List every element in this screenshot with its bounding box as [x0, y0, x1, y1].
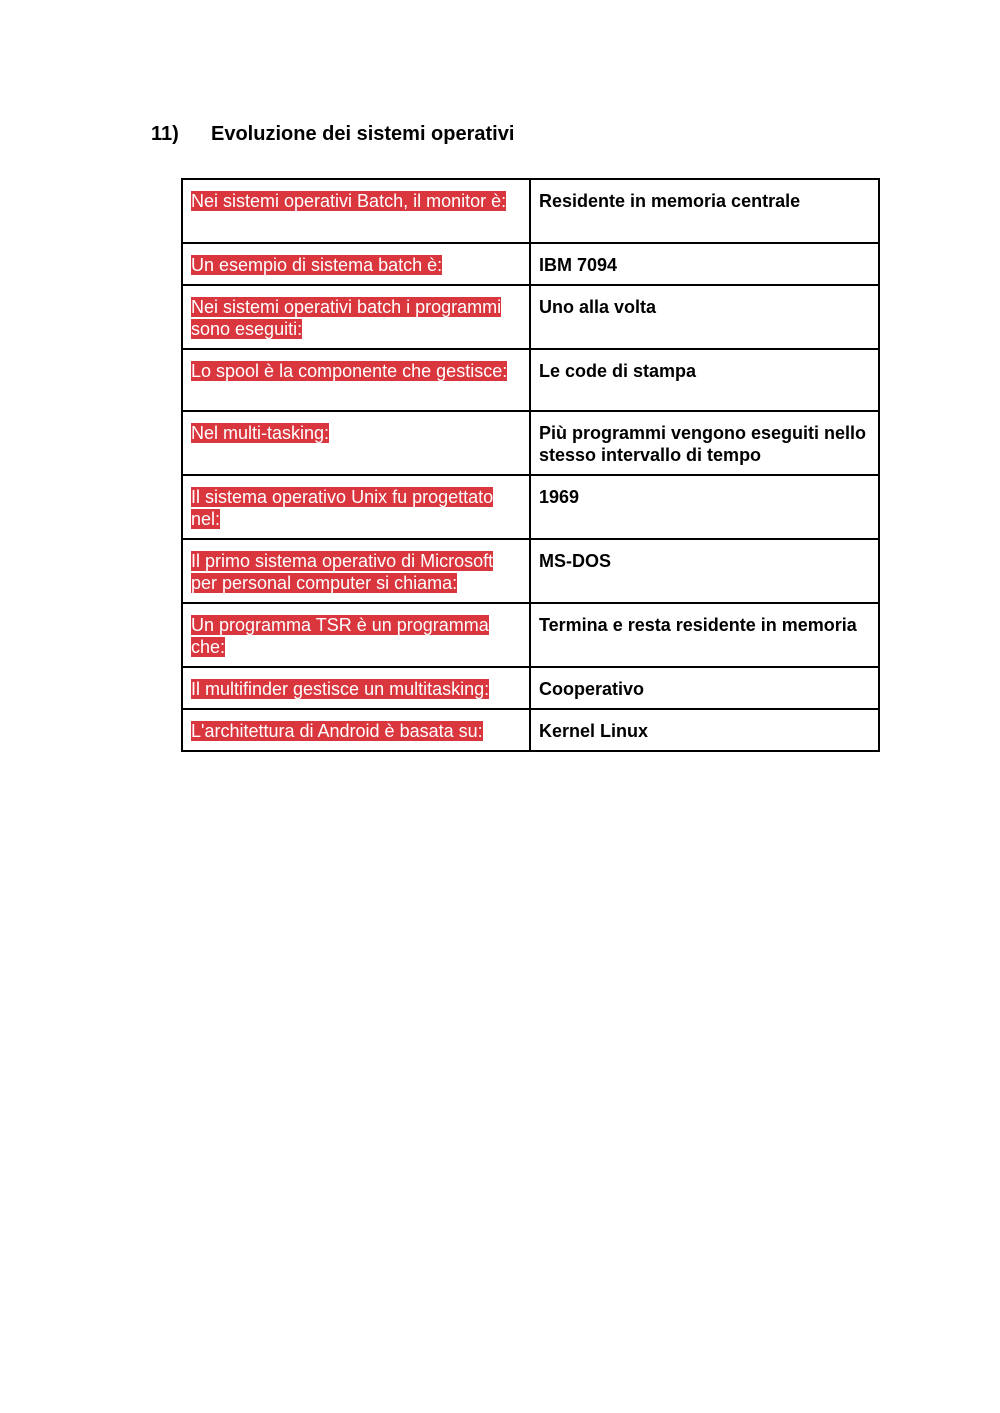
question-text: Un esempio di sistema batch è:: [191, 255, 443, 275]
answer-cell: [530, 603, 879, 667]
answer-text: Uno alla volta: [539, 297, 657, 317]
question-text: Il multifinder gestisce un multitasking:: [191, 679, 490, 699]
table-row: [182, 285, 879, 349]
answer-cell: [530, 349, 879, 411]
answer-cell: [530, 179, 879, 243]
table-row: [182, 243, 879, 285]
answer-text: Residente in memoria centrale: [539, 191, 801, 211]
qa-table: [181, 178, 880, 752]
table-row: [182, 603, 879, 667]
table-row: [182, 475, 879, 539]
table-row: [182, 349, 879, 411]
question-cell: [182, 667, 530, 709]
question-cell: [182, 285, 530, 349]
table-row: [182, 539, 879, 603]
question-text: Nei sistemi operativi batch i programmi sono eseguiti:: [191, 297, 502, 339]
answer-text: Termina e resta residente in memoria: [539, 615, 857, 635]
question-text: Un programma TSR è un programma che:: [191, 615, 489, 657]
answer-cell: [530, 243, 879, 285]
answer-text: Le code di stampa: [539, 361, 697, 381]
section-heading: [151, 119, 514, 149]
question-text: Nei sistemi operativi Batch, il monitor è:: [191, 191, 507, 211]
table-row: [182, 709, 879, 751]
table-row: [182, 179, 879, 243]
answer-cell: [530, 539, 879, 603]
answer-text: Kernel Linux: [539, 721, 649, 741]
question-cell: [182, 411, 530, 475]
table-row: [182, 411, 879, 475]
question-cell: [182, 709, 530, 751]
question-cell: [182, 539, 530, 603]
question-cell: [182, 349, 530, 411]
answer-cell: [530, 285, 879, 349]
answer-text: MS-DOS: [539, 551, 611, 571]
table-row: [182, 667, 879, 709]
section-title: Evoluzione dei sistemi operativi: [211, 122, 515, 145]
answer-text: Cooperativo: [539, 679, 645, 699]
section-number: 11): [151, 122, 179, 145]
answer-cell: [530, 667, 879, 709]
question-text: Il primo sistema operativo di Microsoft per personal computer si chiama:: [191, 551, 494, 593]
question-cell: [182, 179, 530, 243]
question-text: L'architettura di Android è basata su:: [191, 721, 483, 741]
answer-text: 1969: [539, 487, 580, 507]
question-cell: [182, 603, 530, 667]
question-cell: [182, 475, 530, 539]
question-text: Nel multi-tasking:: [191, 423, 330, 443]
question-cell: [182, 243, 530, 285]
answer-text: Più programmi vengono eseguiti nello stesso intervallo di tempo: [539, 423, 867, 465]
answer-cell: [530, 411, 879, 475]
question-text: Il sistema operativo Unix fu progettato nel:: [191, 487, 494, 529]
question-text: Lo spool è la componente che gestisce:: [191, 361, 508, 381]
answer-cell: [530, 709, 879, 751]
answer-cell: [530, 475, 879, 539]
answer-text: IBM 7094: [539, 255, 618, 275]
